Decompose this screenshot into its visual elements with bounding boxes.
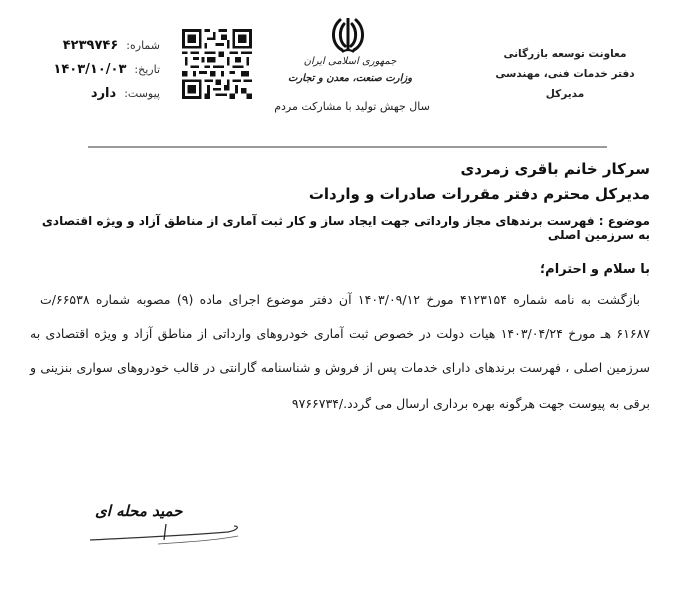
body-line: ۶۱۶۸۷ هـ مورخ ۱۴۰۳/۰۴/۲۴ هیات دولت در خصوص ثبت آماری خودروهای وارداتی از مناطق آزاد و ویژه اقتصادی به bbox=[30, 326, 650, 341]
greeting: با سلام و احترام؛ bbox=[539, 262, 650, 277]
iran-emblem-icon bbox=[328, 14, 368, 56]
letter-attachment-value: دارد bbox=[90, 86, 117, 101]
qr-code-icon bbox=[182, 29, 252, 99]
letter-number bbox=[60, 38, 160, 53]
sender-deputy: معاونت توسعه بازرگانی bbox=[503, 48, 627, 60]
letter-attachment-label: پیوست: bbox=[124, 87, 160, 100]
letter-date-value: ۱۴۰۳/۱۰/۰۳ bbox=[53, 62, 127, 77]
sender-office: دفتر خدمات فنی، مهندسی bbox=[495, 68, 635, 80]
letter-subject: موضوع : فهرست برندهای مجاز وارداتی جهت ایجاد ساز و کار ثبت آماری از مناطق آزاد و ویژه اقتصادی به سرزمین اصلی bbox=[41, 214, 650, 242]
signature-stroke-icon bbox=[88, 520, 248, 550]
body-line: سرزمین اصلی ، فهرست برندهای دارای خدمات پس از فروش و شناسنامه گارانتی در قالب خودروهای سواری بنزینی و bbox=[30, 360, 650, 375]
year-slogan: سال جهش تولید با مشارکت مردم bbox=[274, 100, 430, 113]
addressee-title: مدیرکل محترم دفتر مقررات صادرات و واردات bbox=[308, 185, 650, 203]
letter-date-label: تاریخ: bbox=[134, 63, 160, 76]
letter-number-value: ۴۲۳۹۷۴۶ bbox=[62, 38, 119, 53]
signature-name: حمید محله ای bbox=[95, 502, 183, 520]
header-divider bbox=[88, 146, 607, 148]
body-line: برقی به پیوست جهت هرگونه بهره برداری ارسال می گردد./۹۷۶۶۷۳۴ bbox=[291, 396, 650, 411]
body-line: بازگشت به نامه شماره ۴۱۲۳۱۵۴ مورخ ۱۴۰۳/۰۹/۱۲ آن دفتر موضوع اجرای ماده (۹) مصوبه شماره ۶۶۵۳۸/ت bbox=[40, 292, 640, 307]
sender-title: مدیرکل bbox=[545, 88, 585, 100]
ministry-name: وزارت صنعت، معدن و تجارت bbox=[287, 73, 413, 84]
letter-date bbox=[52, 62, 160, 77]
addressee-name: سرکار خانم باقری زمردی bbox=[460, 160, 650, 178]
letter-number-label: شماره: bbox=[126, 39, 160, 52]
letter-attachment bbox=[86, 86, 160, 101]
country-name: جمهوری اسلامی ایران bbox=[303, 56, 397, 67]
